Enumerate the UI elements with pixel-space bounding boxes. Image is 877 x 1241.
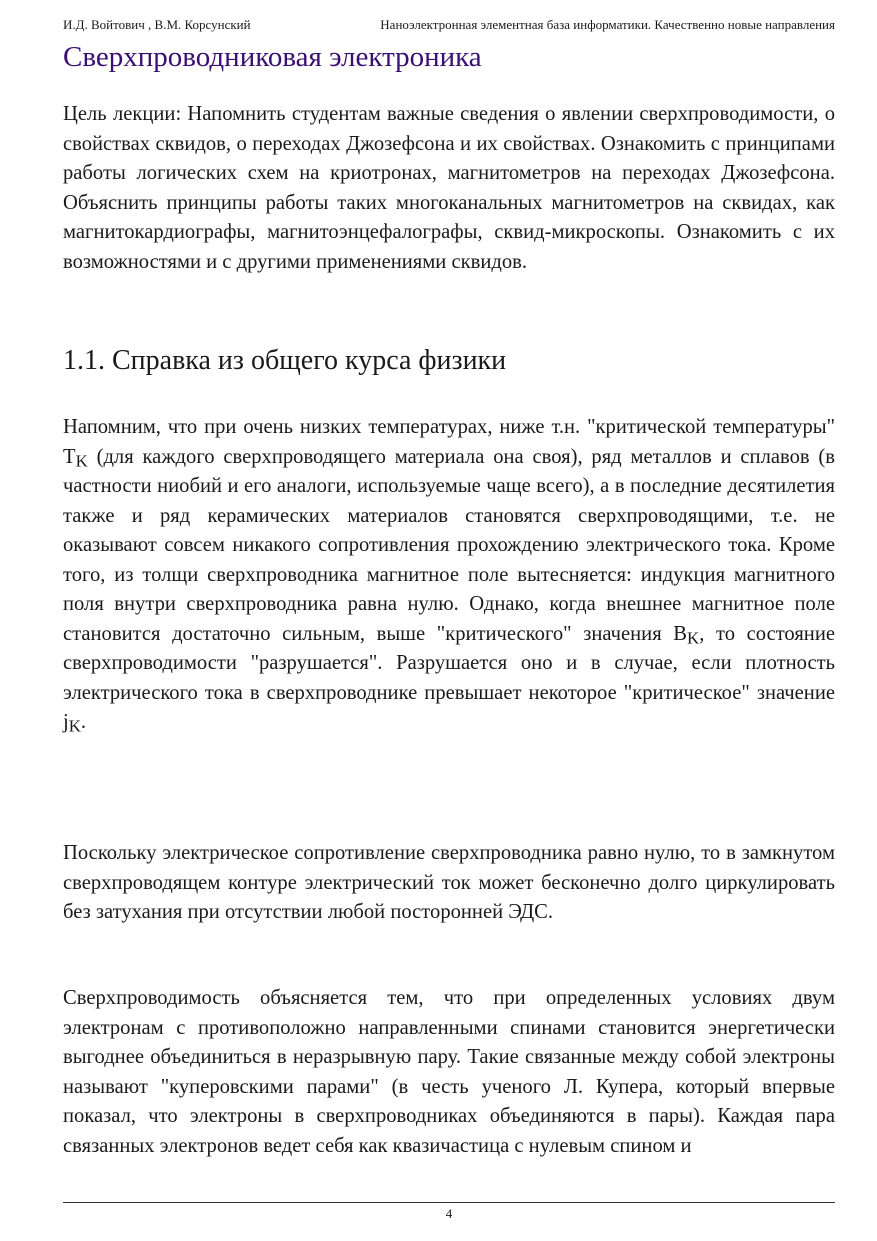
paragraph1-text-2: (для каждого сверхпроводящего материала она своя), ряд металлов и сплавов (в частности ниобий и его аналоги, используемые чаще всего), а в последние десятилетия также и ряд керамических материалов становятся сверхпроводящими, т.е. не оказывают совсем никакого сопротивления прохождению электрического тока. Кроме того, из толщи сверхпроводника магнитное поле вытесняется: индукция магнитного поля внутри сверхпроводника равна нулю. Однако, когда внешнее магнитное поле становится достаточно сильным, выше "критического" значения B bbox=[63, 445, 835, 645]
paragraph1-text-3: , то состояние сверхпроводимости "разрушается". Разрушается оно и в случае, если плотность электрического тока в сверхпроводнике превышает некоторое "критическое" значение j bbox=[63, 622, 835, 733]
footer-divider bbox=[63, 1202, 835, 1203]
subscript-k-current: K bbox=[68, 716, 81, 736]
paragraph1-text-1: Напомним, что при очень низких температурах, ниже т.н. "критической температуры" T bbox=[63, 416, 835, 468]
chapter-title: Сверхпроводниковая электроника bbox=[63, 41, 482, 73]
subscript-k-temperature: K bbox=[75, 451, 88, 471]
header-book-title: Наноэлектронная элементная база информатики. Качественно новые направления bbox=[380, 17, 835, 32]
page-number: 4 bbox=[445, 1206, 453, 1221]
lecture-goal-paragraph: Цель лекции: Напомнить студентам важные сведения о явлении сверхпроводимости, о свойствах сквидов, о переходах Джозефсона и их свойствах. Ознакомить с принципами работы логических схем на криотронах, магнитометров на переходах Джозефсона. Объяснить принципы работы таких многоканальных магнитометров на сквидах, как магнитокардиографы, магнитоэнцефалографы, сквид-микроскопы. Ознакомить с их возможностями и с другими применениями сквидов. bbox=[63, 103, 835, 273]
paragraph-cooper-pairs: Сверхпроводимость объясняется тем, что при определенных условиях двум электронам с противоположно направленными спинами становится энергетически выгоднее объединиться в неразрывную пару. Такие связанные между собой электроны называют "куперовскими парами" (в честь ученого Л. Купера, который впервые показал, что электроны в сверхпроводниках объединяются в пары). Каждая пара связанных электронов ведет себя как квазичастица с нулевым спином и bbox=[63, 987, 835, 1157]
running-header bbox=[63, 17, 835, 33]
section-title: 1.1. Справка из общего курса физики bbox=[63, 345, 507, 376]
subscript-k-field: K bbox=[687, 628, 700, 648]
paragraph-zero-resistance: Поскольку электрическое сопротивление сверхпроводника равно нулю, то в замкнутом сверхпроводящем контуре электрический ток может бесконечно долго циркулировать без затухания при отсутствии любой посторонней ЭДС. bbox=[63, 842, 835, 923]
paragraph-critical-temperature bbox=[63, 413, 835, 738]
header-authors: И.Д. Войтович , В.М. Корсунский bbox=[63, 17, 251, 32]
paragraph1-text-4: . bbox=[80, 711, 87, 733]
